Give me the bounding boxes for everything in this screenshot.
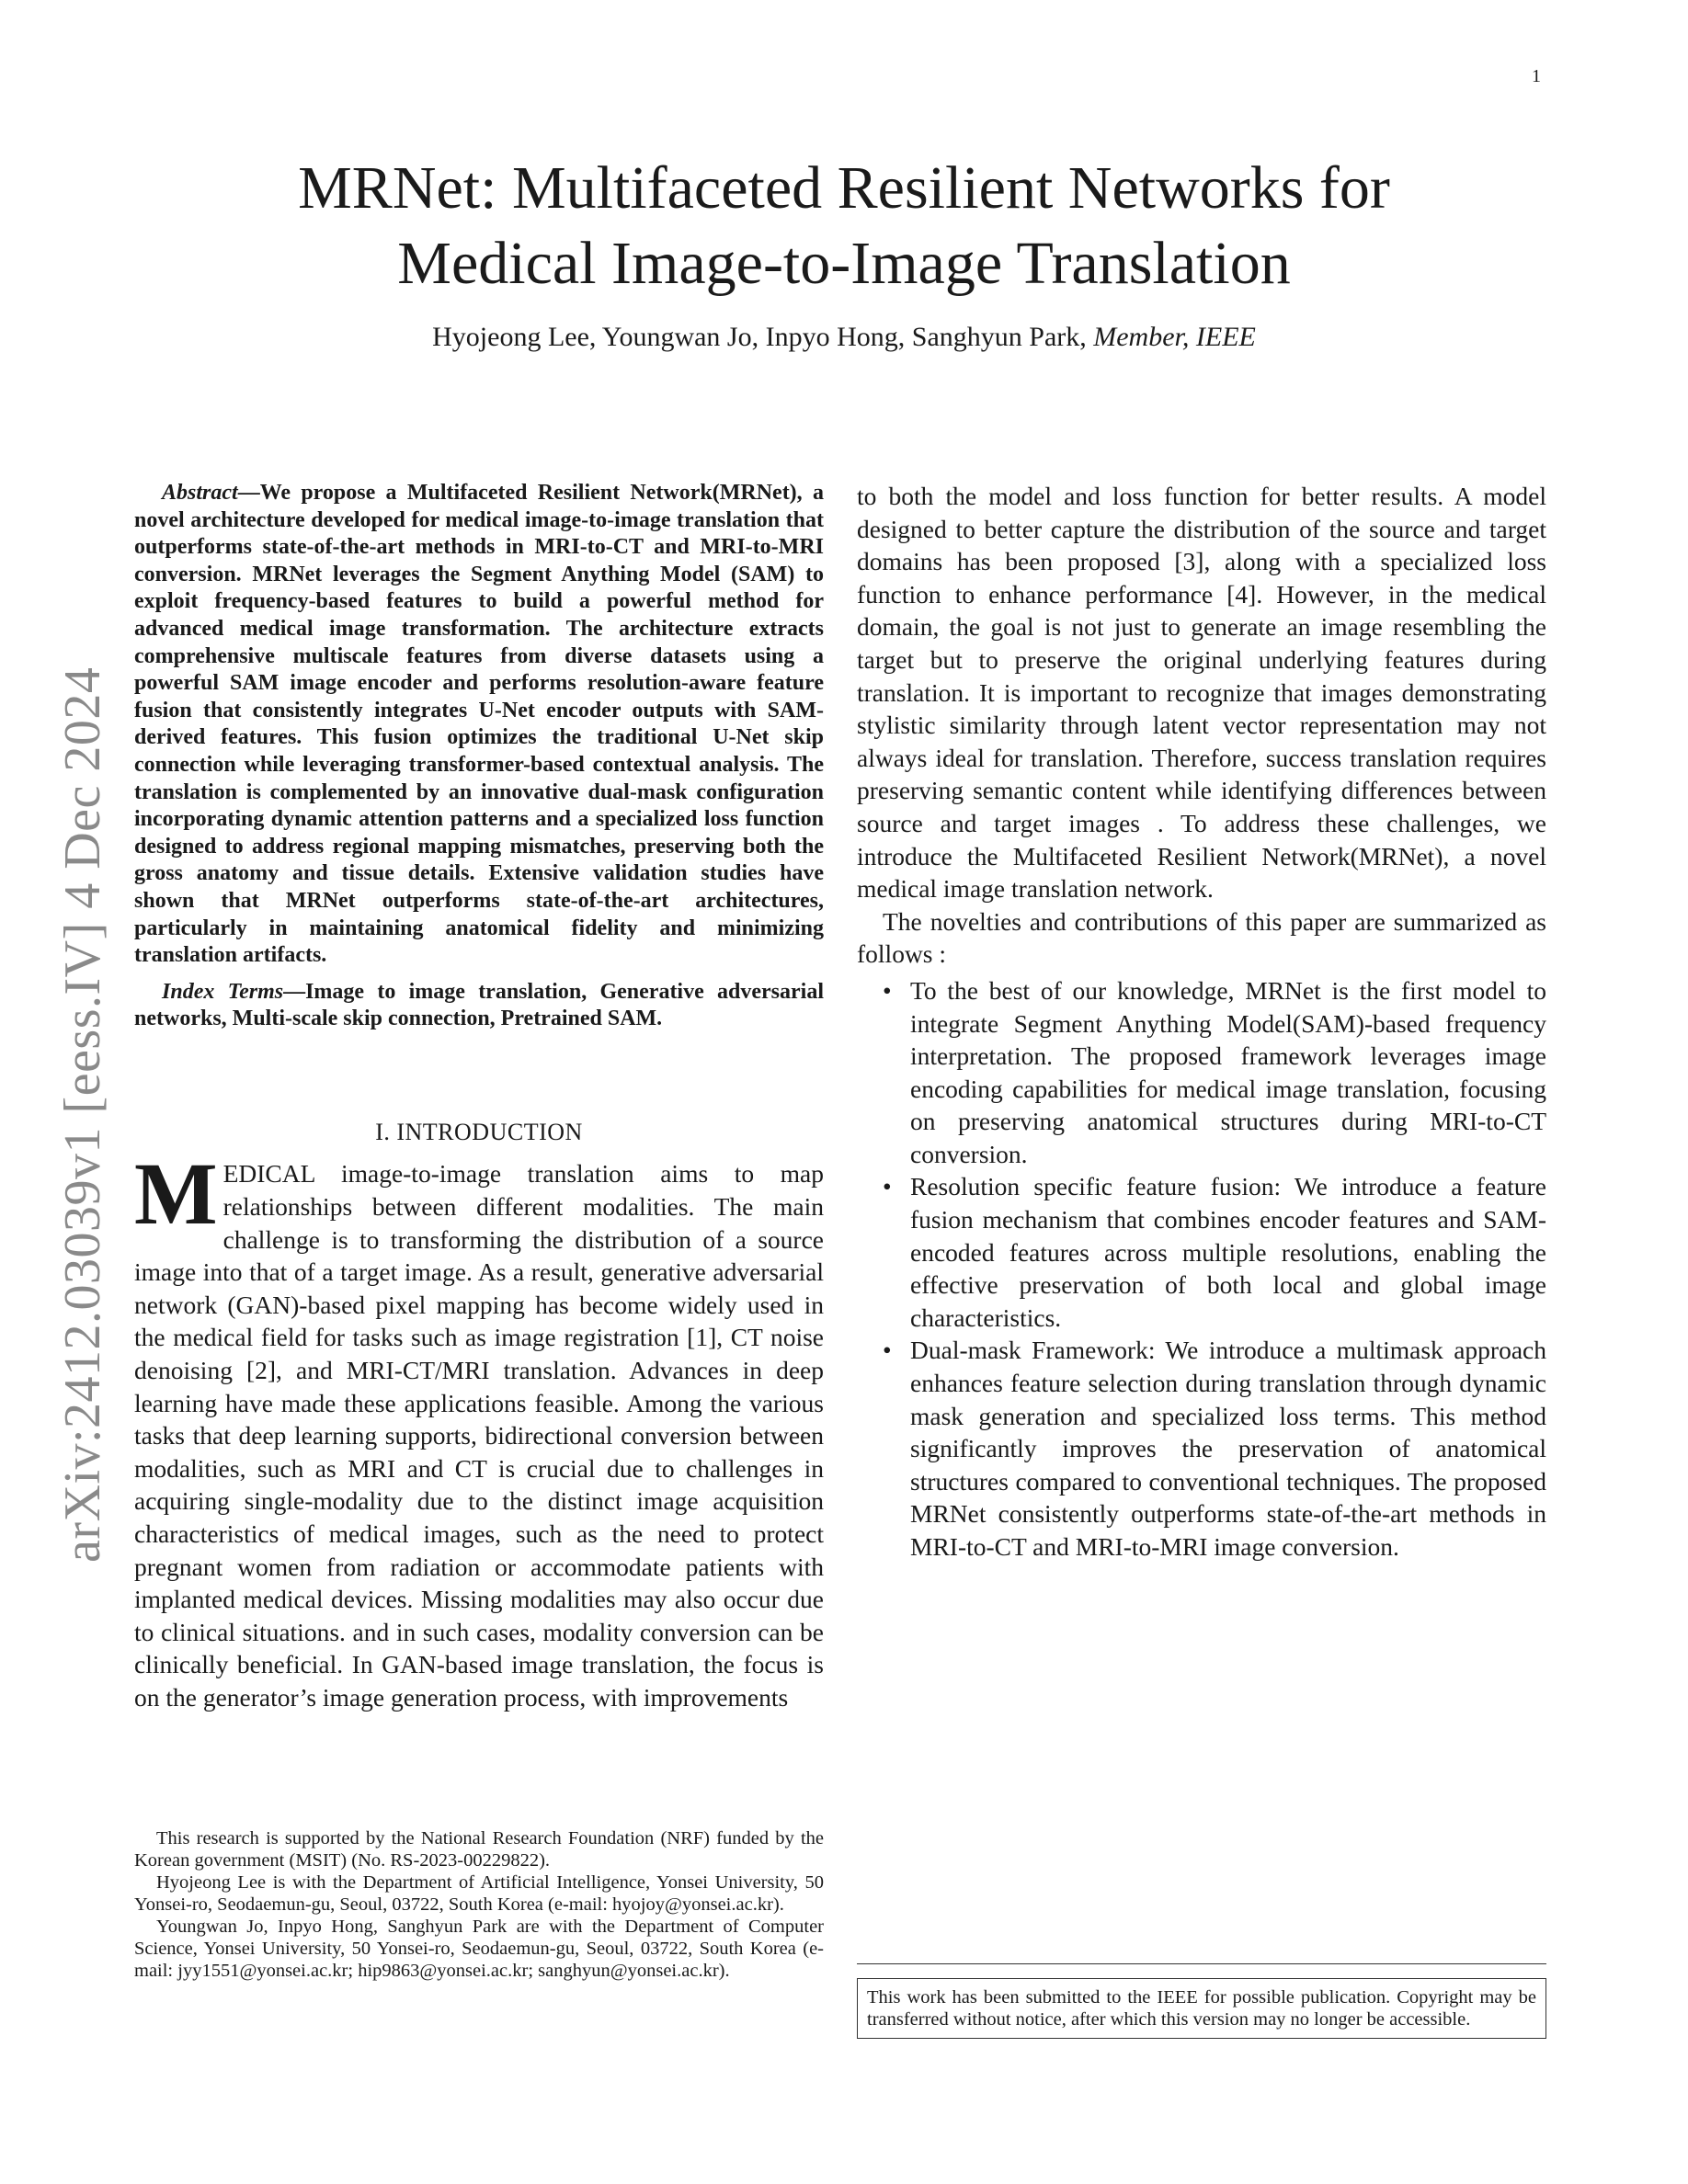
introduction-continuation: to both the model and loss function for better results. A model designed to better capture the distribution of the source and target domains has been proposed [3], along with a specialized loss function to enhance performance [4]. However, in the medical domain, the goal is not just to generate an image resembling the target but to preserve the original underlying features during translation. It is important to recognize that images demonstrating stylistic similarity through latent vector representation may not always ideal for translation. Therefore, success translation requires preserving semantic content while identifying differences between source and target images . To address these challenges, we introduce the Multifaceted Resilient Network(MRNet), a novel medical image translation network. [857, 482, 1546, 904]
introduction-text: EDICAL image-to-image translation aims to map relationships between different modalities. The main challenge is to transforming the distribution of a source image into that of a target image. As a result, generative adversarial network (GAN)-based pixel mapping has become widely used in the medical field for tasks such as image registration [1], CT noise denoising [2], and MRI-CT/MRI translation. Advances in deep learning have made these applications feasible. Among the various tasks that deep learning supports, bidirectional conversion between modalities, such as MRI and CT is crucial due to challenges in acquiring single-modality due to the distinct image acquisition characteristics of medical images, such as the need to protect pregnant women from radiation or accommodate patients with implanted medical devices. Missing modalities may also occur due to clinical situations. and in such cases, modality conversion can be clinically beneficial. In GAN-based image translation, the focus is on the generator’s image generation process, with improvements [134, 1159, 824, 1712]
author-membership: Member, IEEE [1093, 322, 1256, 352]
bullet-glyph: • [883, 1336, 892, 1365]
footnote-author-affiliation-1: Hyojeong Lee is with the Department of Artificial Intelligence, Yonsei University, 50 Yonsei-ro, Seodaemun-gu, Seoul, 03722, South Korea (e-mail: hyojoy@yonsei.ac.kr). [134, 1872, 824, 1915]
footnote-funding: This research is supported by the National Research Foundation (NRF) funded by the Korean government (MSIT) (No. RS-2023-00229822). [134, 1828, 824, 1871]
contribution-text: Dual-mask Framework: We introduce a multimask approach enhances feature selection during translation through dynamic mask generation and specialized loss terms. This method significantly improves the preservation of anatomical structures compared to conventional techniques. The proposed MRNet consistently outperforms state-of-the-art methods in MRI-to-CT and MRI-to-MRI image conversion. [910, 1336, 1546, 1561]
paper-title-line-2: Medical Image-to-Image Translation [397, 230, 1291, 297]
paper-title [0, 151, 1688, 301]
section-heading-introduction: I. INTRODUCTION [375, 1118, 583, 1145]
abstract [134, 480, 824, 970]
drop-cap-letter: M [134, 1144, 218, 1244]
paper-title-line-1: MRNet: Multifaceted Resilient Networks for [298, 154, 1390, 222]
footnote-author-affiliation-2: Youngwan Jo, Inpyo Hong, Sanghyun Park are with the Department of Computer Science, Yonsei University, 50 Yonsei-ro, Seodaemun-gu, Seoul, 03722, South Korea (e-mail: jyy1551@yonsei.ac.kr; hip9863@yonsei.ac.kr; sanghyun@yonsei.ac.kr). [134, 1917, 824, 1981]
contributions-list [857, 974, 1546, 1564]
author-names: Hyojeong Lee, Youngwan Jo, Inpyo Hong, Sanghyun Park, [432, 322, 1094, 352]
left-column [134, 480, 824, 1714]
footnotes [134, 1827, 824, 1982]
index-terms-text: —Image to image translation, Generative adversarial networks, Multi-scale skip connection, Pretrained SAM. [134, 979, 825, 1031]
ieee-submission-notice: This work has been submitted to the IEEE for possible publication. Copyright may be transferred without notice, after which this version may no longer be accessible. [857, 1978, 1546, 2039]
arxiv-identifier-stamp: arXiv:2412.03039v1 [eess.IV] 4 Dec 2024 [54, 666, 111, 1563]
right-column [857, 480, 1546, 1564]
contribution-text: Resolution specific feature fusion: We introduce a feature fusion mechanism that combines encoder features and SAM-encoded features across multiple resolutions, enabling the effective preservation of both local and global image characteristics. [910, 1172, 1546, 1332]
bullet-glyph: • [883, 1172, 892, 1201]
index-terms [134, 979, 824, 1033]
list-item [857, 1334, 1546, 1563]
list-item [857, 1170, 1546, 1334]
contributions-intro: The novelties and contributions of this paper are summarized as follows : [857, 906, 1546, 969]
notice-divider [857, 1963, 1546, 1964]
author-list [0, 322, 1688, 353]
page-number: 1 [1532, 66, 1541, 86]
index-terms-lead: Index Terms [162, 979, 284, 1004]
contribution-text: To the best of our knowledge, MRNet is the first model to integrate Segment Anything Model(SAM)-based frequency interpretation. The proposed framework leverages image encoding capabilities for medical image translation, focusing on preserving anatomical structures during MRI-to-CT conversion. [910, 975, 1546, 1168]
abstract-lead: Abstract [162, 481, 238, 505]
abstract-text: —We propose a Multifaceted Resilient Network(MRNet), a novel architecture developed for medical image-to-image translation that outperforms state-of-the-art methods in MRI-to-CT and MRI-to-MRI conversion. MRNet leverages the Segment Anything Model (SAM) to exploit frequency-based features to build a powerful method for advanced medical image transformation. The architecture extracts comprehensive multiscale features from diverse datasets using a powerful SAM image encoder and performs resolution-aware feature fusion that consistently integrates U-Net encoder outputs with SAM-derived features. This fusion optimizes the traditional U-Net skip connection while leveraging transformer-based contextual analysis. The translation is complemented by an innovative dual-mask configuration incorporating dynamic attention patterns and a specialized loss function designed to address regional mapping mismatches, preserving both the gross anatomy and tissue details. Extensive validation studies have shown that MRNet outperforms state-of-the-art architectures, particularly in maintaining anatomical fidelity and minimizing translation artifacts. [134, 481, 824, 968]
list-item [857, 974, 1546, 1171]
introduction-paragraph [134, 1144, 824, 1713]
bullet-glyph: • [883, 975, 892, 1005]
